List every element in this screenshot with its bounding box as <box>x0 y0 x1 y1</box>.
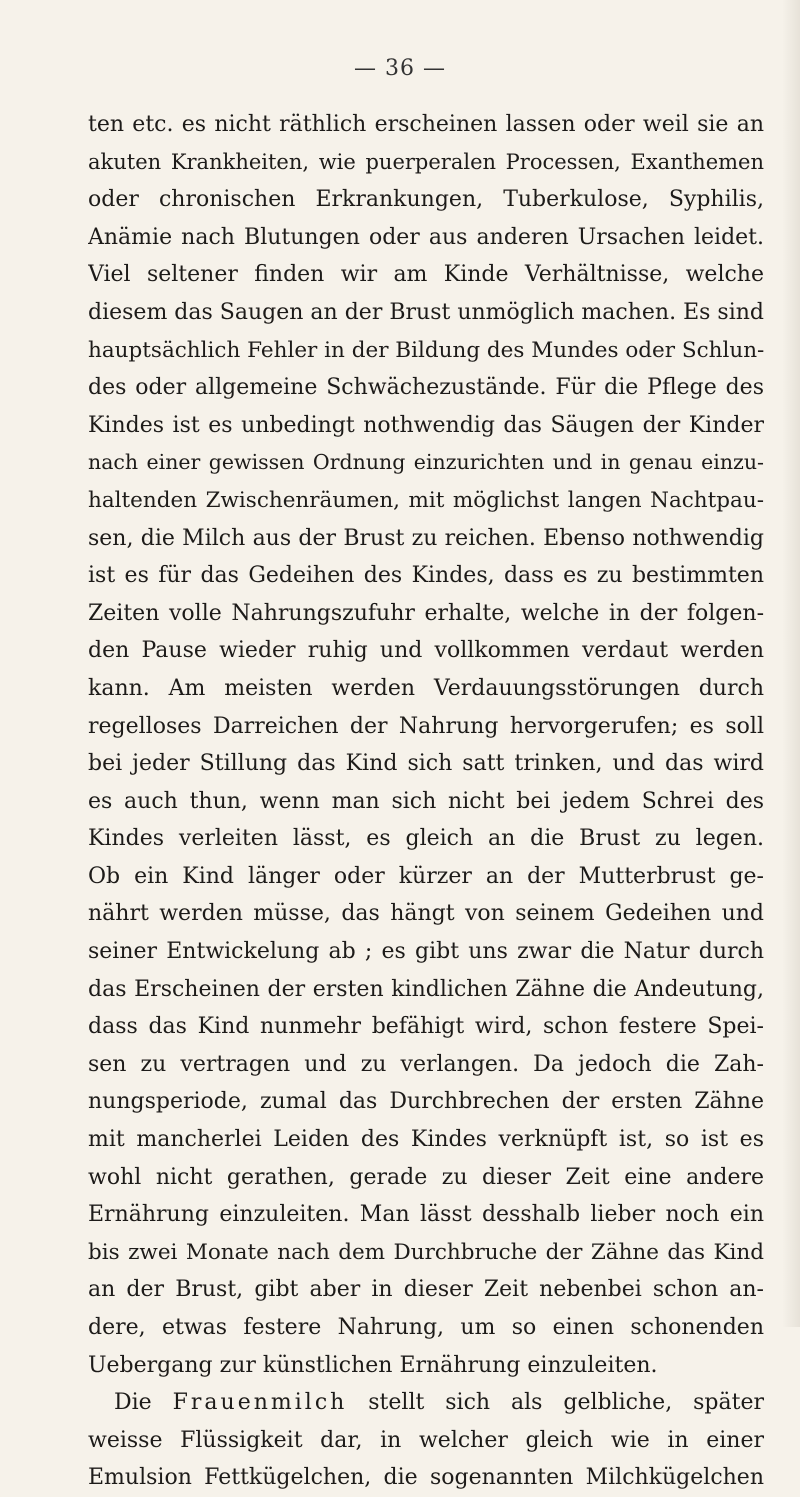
page-edge-shadow <box>782 0 800 1327</box>
spaced-term: Frauenmilch <box>172 1390 348 1416</box>
text-line: es auch thun, wenn man sich nicht bei jedem Schrei des <box>88 788 764 814</box>
text-line: weisse Flüssigkeit dar, in welcher gleich wie in einer <box>88 1427 764 1453</box>
text-line: hauptsächlich Fehler in der Bildung des Mundes oder Schlun- <box>88 337 764 363</box>
text-line: kann. Am meisten werden Verdauungsstörungen durch <box>88 675 764 701</box>
text-line: bis zwei Monate nach dem Durchbruche der Zähne das Kind <box>88 1239 764 1265</box>
text-line: Anämie nach Blutungen oder aus anderen Ursachen leidet. <box>88 224 764 250</box>
text-line: bei jeder Stillung das Kind sich satt trinken, und das wird <box>88 751 764 777</box>
text-line: Kindes ist es unbedingt nothwendig das Säugen der Kinder <box>88 412 764 438</box>
text-line <box>88 1384 764 1422</box>
text-line: das Erscheinen der ersten kindlichen Zähne die Andeutung, <box>88 976 764 1002</box>
text-line: Ob ein Kind länger oder kürzer an der Mutterbrust ge- <box>88 863 764 889</box>
text-line: Kindes verleiten lässt, es gleich an die Brust zu legen. <box>88 826 764 852</box>
text-line: an der Brust, gibt aber in dieser Zeit nebenbei schon an- <box>88 1277 764 1303</box>
text-line: sen zu vertragen und zu verlangen. Da jedoch die Zah- <box>88 1051 764 1077</box>
text-line: Zeiten volle Nahrungszufuhr erhalte, welche in der folgen- <box>88 600 764 626</box>
text-line: den Pause wieder ruhig und vollkommen verdaut werden <box>88 638 764 664</box>
text-line: oder chronischen Erkrankungen, Tuberkulose, Syphilis, <box>88 187 764 213</box>
text-line: Viel seltener finden wir am Kinde Verhältnisse, welche <box>88 262 764 288</box>
text-line: regelloses Darreichen der Nahrung hervorgerufen; es soll <box>88 713 764 739</box>
text-line: sen, die Milch aus der Brust zu reichen. Ebenso nothwendig <box>88 525 764 551</box>
body-text <box>88 106 764 1497</box>
paragraph <box>88 1384 764 1497</box>
text-line: akuten Krankheiten, wie puerperalen Processen, Exanthemen <box>88 149 764 174</box>
text-line: nungsperiode, zumal das Durchbrechen der ersten Zähne <box>88 1089 764 1115</box>
text-line: Ernährung einzuleiten. Man lässt desshalb lieber noch ein <box>88 1202 764 1228</box>
text-line: ten etc. es nicht räthlich erscheinen lassen oder weil sie an <box>88 112 764 137</box>
lead-word: Die <box>114 1390 152 1416</box>
text-line: dere, etwas festere Nahrung, um so einen schonenden <box>88 1315 764 1340</box>
text-line: Emulsion Fettkügelchen, die sogenannten Milchkügelchen <box>88 1465 764 1491</box>
text-line: des oder allgemeine Schwächezustände. Für die Pflege des <box>88 375 764 401</box>
text-line: Uebergang zur künstlichen Ernährung einzuleiten. <box>88 1352 658 1378</box>
text-line: seiner Entwickelung ab ; es gibt uns zwar die Natur durch <box>88 939 764 965</box>
text-line: mit mancherlei Leiden des Kindes verknüpft ist, so ist es <box>88 1127 764 1153</box>
line-rest: stellt sich als gelbliche, später <box>368 1390 764 1416</box>
paragraph <box>88 106 764 1384</box>
text-line: nährt werden müsse, das hängt von seinem Gedeihen und <box>88 901 764 927</box>
page-number: — 36 — <box>354 56 446 81</box>
text-line: wohl nicht gerathen, gerade zu dieser Zeit eine andere <box>88 1164 764 1190</box>
text-line: ist es für das Gedeihen des Kindes, dass es zu bestimmten <box>88 563 764 589</box>
text-line: dass das Kind nunmehr befähigt wird, schon festere Spei- <box>88 1014 764 1040</box>
text-line: diesem das Saugen an der Brust unmöglich machen. Es sind <box>88 299 764 325</box>
text-line: haltenden Zwischenräumen, mit möglichst langen Nachtpau- <box>88 487 764 513</box>
text-line: nach einer gewissen Ordnung einzurichten und in genau einzu- <box>88 450 764 475</box>
